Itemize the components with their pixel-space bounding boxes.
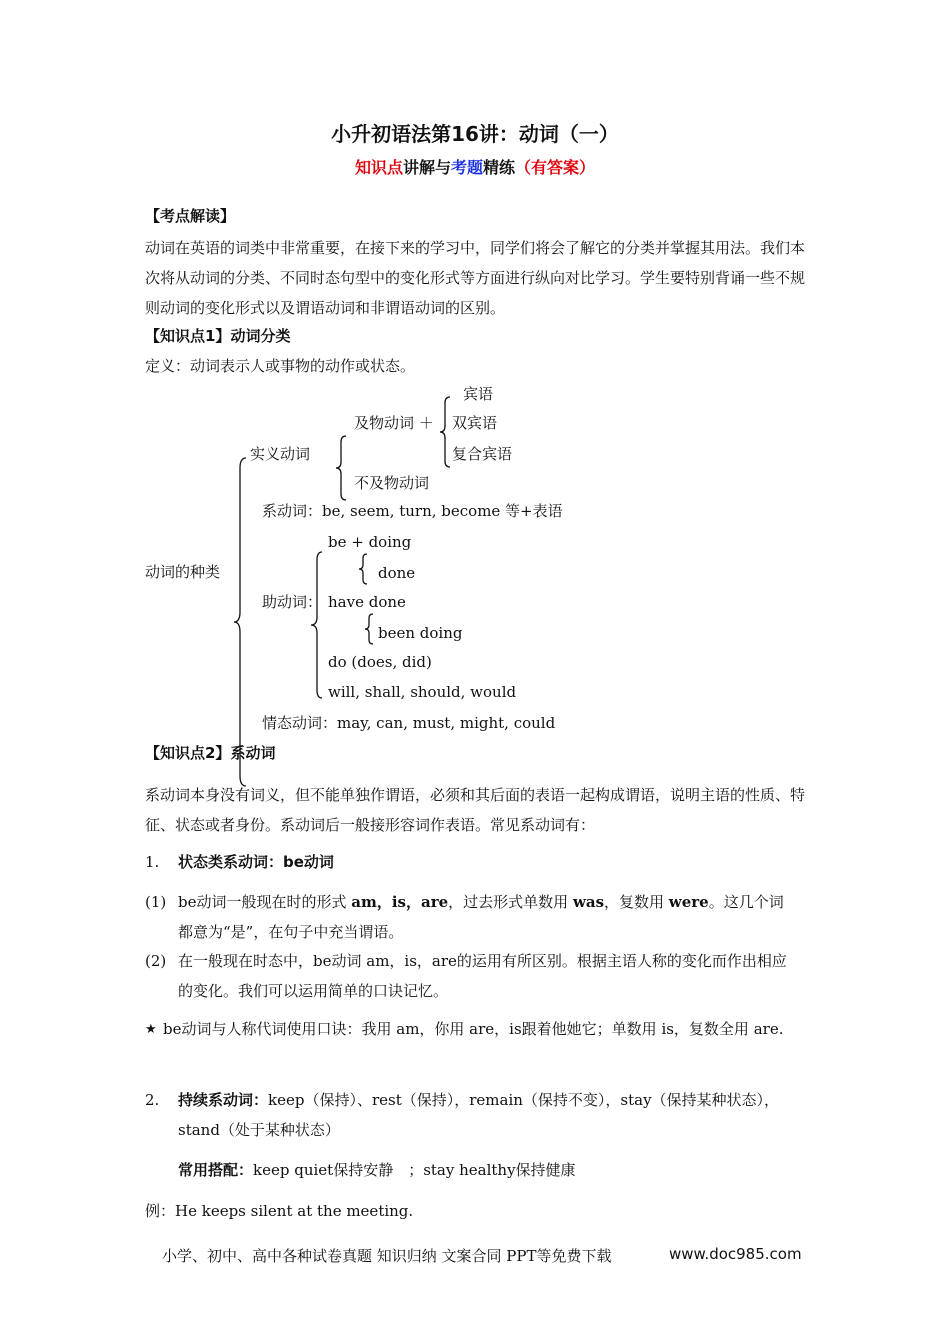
subtitle-part-e: （有答案） xyxy=(515,158,596,177)
item2-number: 2. xyxy=(145,1091,160,1109)
item2-body: keep（保持）、rest（保持），remain（保持不变），stay（保持某种状态），stand（处于某种状态） xyxy=(178,1091,780,1139)
diagram-aux-do: do (does, did) xyxy=(328,653,432,671)
diagram-aux-have: have done xyxy=(328,593,406,611)
point1-part-c: ，过去形式单数用 xyxy=(448,893,573,911)
collocation-label: 常用搭配： xyxy=(178,1161,254,1179)
collocation-text: keep quiet保持安静 ；stay healthy保持健康 xyxy=(253,1161,576,1179)
item1-title: 状态类系动词：be动词 xyxy=(178,853,334,871)
kp1-definition: 定义：动词表示人或事物的动作或状态。 xyxy=(145,357,416,375)
diagram-object-2: 双宾语 xyxy=(452,414,498,432)
diagram-root: 动词的种类 xyxy=(145,563,221,581)
diagram-transitive: 及物动词 ＋ xyxy=(354,414,434,432)
diagram-aux-been: been doing xyxy=(378,624,463,642)
page-subtitle xyxy=(0,155,950,178)
section-heading-exam-points: 【考点解读】 xyxy=(145,207,236,225)
example-sentence: 例：He keeps silent at the meeting. xyxy=(145,1202,414,1220)
auxiliary-brace xyxy=(308,550,326,700)
main-brace xyxy=(230,456,250,788)
have-brace xyxy=(362,612,376,646)
subtitle-part-c: 考题 xyxy=(450,158,483,177)
diagram-intransitive: 不及物动词 xyxy=(354,474,430,492)
footer-text: 小学、初中、高中各种试卷真题 知识归纳 文案合同 PPT等免费下载 xyxy=(162,1247,612,1265)
point1-part-e: ，复数用 xyxy=(604,893,669,911)
diagram-aux-done: done xyxy=(378,564,416,582)
star-icon: ★ xyxy=(145,1022,157,1037)
rhyme-text: be动词与人称代词使用口诀：我用 am，你用 are，is跟着他她它；单数用 is，复数全用 are. xyxy=(163,1020,784,1038)
diagram-aux-be: be + doing xyxy=(328,533,412,551)
point1-present-forms: am，is，are xyxy=(351,893,449,911)
item1-number: 1. xyxy=(145,853,160,871)
point1-part-a: be动词一般现在时的形式 xyxy=(178,893,352,911)
point2-text: 在一般现在时态中，be动词 am，is，are的运用有所区别。根据主语人称的变化而作出相应的变化。我们可以运用简单的口诀记忆。 xyxy=(178,952,787,1000)
diagram-notional-verbs: 实义动词 xyxy=(250,445,311,463)
page-title: 小升初语法第16讲：动词（一） xyxy=(331,122,619,146)
be-brace xyxy=(356,552,370,586)
kp2-intro: 系动词本身没有词义，但不能单独作谓语，必须和其后面的表语一起构成谓语，说明主语的性质、特征、状态或者身份。系动词后一般接形容词作表语。常见系动词有： xyxy=(145,786,806,834)
subtitle-part-a: 知识点 xyxy=(354,158,403,177)
diagram-object-3: 复合宾语 xyxy=(452,445,513,463)
footer-site-link[interactable]: www.doc985.com xyxy=(669,1245,802,1263)
diagram-modal-verbs: 情态动词：may, can, must, might, could xyxy=(262,714,556,732)
object-brace xyxy=(437,395,453,469)
kp1-heading: 【知识点1】动词分类 xyxy=(145,327,291,345)
item2-title: 持续系动词： xyxy=(178,1091,269,1109)
diagram-linking-verbs: 系动词：be, seem, turn, become 等+表语 xyxy=(262,502,563,520)
subtitle-part-b: 讲解与 xyxy=(402,158,451,177)
diagram-object-1: 宾语 xyxy=(463,385,494,403)
point1-were: were xyxy=(668,893,709,911)
point1-text xyxy=(178,887,798,947)
kp2-heading: 【知识点2】系动词 xyxy=(145,744,276,762)
section-body-exam-points: 动词在英语的词类中非常重要，在接下来的学习中，同学们将会了解它的分类并掌握其用法。我们本次将从动词的分类、不同时态句型中的变化形式等方面进行纵向对比学习。学生要特别背诵一些不规则动词的变化形式以及谓语动词和非谓语动词的区别。 xyxy=(145,239,806,317)
diagram-auxiliary-label: 助动词： xyxy=(262,593,323,611)
notional-brace xyxy=(333,434,349,502)
point1-part-g: 。这几个词都意为“是”，在句子中充当谓语。 xyxy=(178,893,784,941)
point1-number: (1) xyxy=(145,893,167,911)
point1-was: was xyxy=(572,893,605,911)
item2-text xyxy=(178,1085,798,1145)
diagram-aux-will: will, shall, should, would xyxy=(328,683,517,701)
collocation-line xyxy=(178,1160,576,1180)
subtitle-part-d: 精练 xyxy=(483,158,516,177)
point2-number: (2) xyxy=(145,952,167,970)
